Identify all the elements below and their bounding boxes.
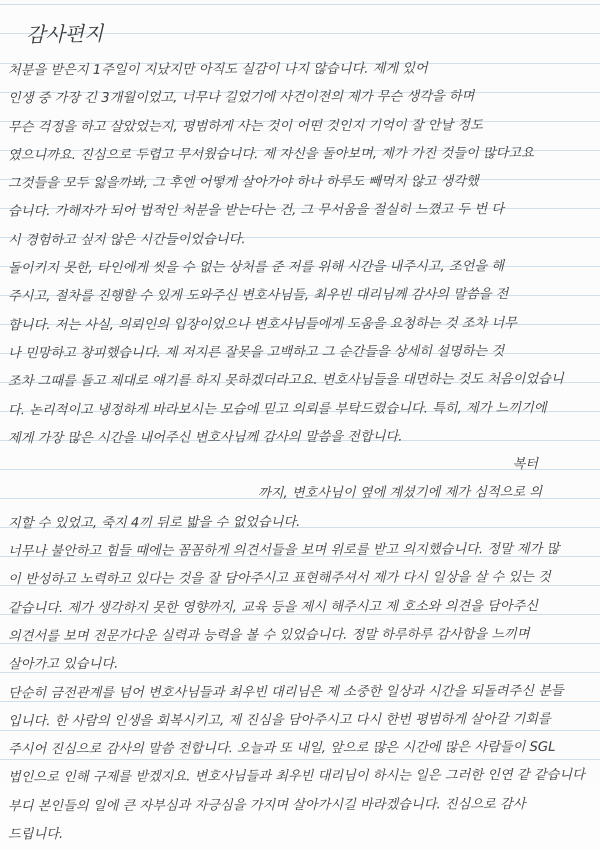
letter-line: 돌이키지 못한, 타인에게 씻을 수 없는 상처를 준 저를 위해 시간을 내주시고, 조언을 해: [7, 259, 505, 277]
letter-line: 입니다. 한 사람의 인생을 회복시키고, 제 진심을 담아주시고 다시 한번 평범하게 살아갈 기회를: [7, 711, 551, 730]
letter-fragment: 복터: [512, 457, 539, 473]
letter-line: 합니다. 저는 사실, 의뢰인의 입장이었으나 변호사님들에게 도움을 요청하는 것 조차 너무: [7, 315, 517, 333]
letter-line: 나 민망하고 창피했습니다. 제 저지른 잘못을 고백하고 그 순간들을 상세히 설명하는 것: [7, 344, 505, 362]
letter-line: 법인으로 인해 구제를 받겠지요. 변호사님들과 최우빈 대리님이 하시는 일은 그러한 인연 같 같습니다: [7, 768, 585, 786]
letter-line: 제게 가장 많은 시간을 내어주신 변호사님께 감사의 말씀을 전합니다.: [7, 429, 403, 447]
letter-line: 였으니까요. 진심으로 두렵고 무서웠습니다. 제 자신을 돌아보며, 제가 가진 것들이 많다고요: [7, 145, 534, 164]
letter-line: 같습니다. 제가 생각하지 못한 영향까지, 교육 등을 제시 해주시고 제 호소와 의견을 담아주신: [7, 598, 539, 616]
letter-line: 드립니다.: [7, 827, 64, 843]
letter-line: 까지, 변호사님이 옆에 계셨기에 제가 심적으로 의: [257, 485, 543, 502]
letter-line: 너무나 불안하고 힘들 때에는 꼼꼼하게 의견서들을 보며 위로를 받고 의지했습니다. 정말 제가 많: [7, 541, 560, 560]
letter-line: 의견서를 보며 전문가다운 실력과 능력을 볼 수 있었습니다. 정말 하루하루 감사함을 느끼며: [7, 626, 530, 645]
letter-line: 인생 중 가장 긴 3개월이었고, 너무나 길었기에 사건이전의 제가 무슨 생각을 하며: [7, 89, 475, 107]
letter-line: 단순히 금전관계를 넘어 변호사님들과 최우빈 대리님은 제 소중한 일상과 시간을 되돌려주신 분들: [7, 683, 564, 701]
letter-line: 시 경험하고 싶지 않은 시간들이었습니다.: [7, 232, 246, 249]
letter-line: 처분을 받은지 1주일이 지났지만 아직도 실감이 나지 않습니다. 제게 있어: [7, 61, 428, 79]
letter-line: 무슨 걱정을 하고 살았었는지, 평범하게 사는 것이 어떤 것인지 기억이 잘 안날 정도: [7, 117, 483, 135]
letter-line: 살아가고 있습니다.: [7, 657, 119, 673]
letter-line: 부디 본인들의 일에 큰 자부심과 자긍심을 가지며 살아가시길 바라겠습니다. 진심으로 감사: [7, 796, 526, 814]
letter-line: 이 반성하고 노력하고 있다는 것을 잘 담아주시고 표현해주셔서 제가 다시 일상을 살 수 있는 것: [7, 570, 551, 588]
letter-line: 주시어 진심으로 감사의 말씀 전합니다. 오늘과 또 내일, 앞으로 많은 시간에 많은 사람들이 SGL: [7, 740, 556, 758]
letter-line: 주시고, 절차를 진행할 수 있게 도와주신 변호사님들, 최우빈 대리님께 감사의 말씀을 전: [7, 287, 509, 305]
letter-line: 습니다. 가해자가 되어 법적인 처분을 받는다는 건, 그 무서움을 절실히 느꼈고 두 번 다: [7, 202, 505, 220]
letter-title: 감사편지: [25, 21, 104, 47]
letter-line: 다. 논리적이고 냉정하게 바라보시는 모습에 믿고 의뢰를 부탁드렸습니다. 특히, 제가 느끼기에: [7, 400, 547, 418]
letter-line: 지할 수 있었고, 죽지 4끼 뒤로 밟을 수 없었습니다.: [7, 514, 301, 532]
letter-line: 조차 그때를 돌고 제대로 얘기를 하지 못하겠더라고요. 변호사님들을 대면하는 것도 처음이었습니: [7, 372, 564, 390]
letter-body: [8, 56, 588, 848]
letter-line: 그것들을 모두 잃을까봐, 그 후엔 어떻게 살아가야 하나 하루도 빼먹지 않고 생각했: [7, 174, 479, 192]
